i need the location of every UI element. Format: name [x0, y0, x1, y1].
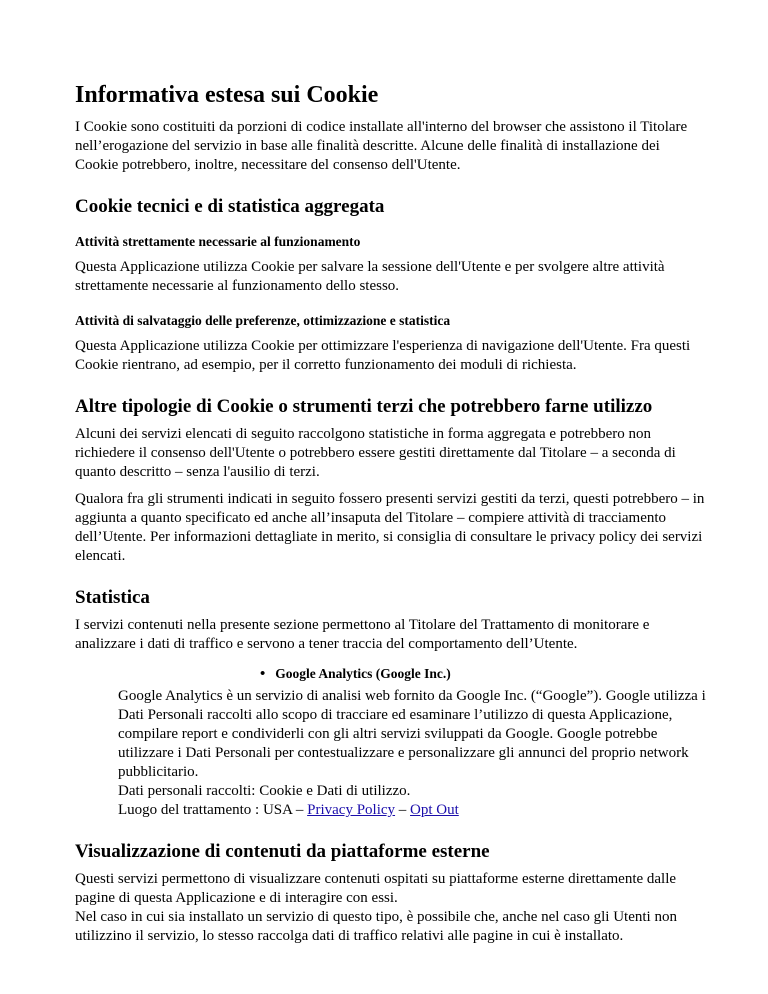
- section-heading-statistica: Statistica: [75, 587, 150, 608]
- privacy-policy-link[interactable]: Privacy Policy: [307, 802, 396, 818]
- paragraph-contenuti-2: Nel caso in cui sia installato un servizio di questo tipo, è possibile che, anche nel caso gli Utenti non utilizzino il servizio, lo stesso raccolga dati di traffico relativi alle pagine in cui è installato.: [75, 909, 677, 944]
- opt-out-link[interactable]: Opt Out: [410, 802, 459, 818]
- service-luogo: [118, 801, 708, 820]
- paragraph-preferenze: Questa Applicazione utilizza Cookie per ottimizzare l'esperienza di navigazione dell'Utente. Fra questi Cookie rientrano, ad esempio, per il corretto funzionamento dei moduli di richiesta.: [75, 338, 691, 373]
- service-details: [118, 687, 708, 820]
- paragraph-statistica: I servizi contenuti nella presente sezione permettono al Titolare del Trattamento di monitorare e analizzare i dati di traffico e servono a tener traccia del comportamento dell’Utente.: [75, 617, 650, 652]
- intro-paragraph: I Cookie sono costituiti da porzioni di codice installate all'interno del browser che assistono il Titolare nell’erogazione del servizio in base alle finalità descritte. Alcune delle finalità di installazione dei Cookie potrebbero, inoltre, necessitare del consenso dell'Utente.: [75, 119, 688, 173]
- paragraph-necessarie: Questa Applicazione utilizza Cookie per salvare la sessione dell'Utente e per svolgere altre attività strettamente necessarie al funzionamento dello stesso.: [75, 259, 665, 294]
- list-item: [260, 664, 705, 684]
- paragraph-terzi-2: Qualora fra gli strumenti indicati in seguito fossero presenti servizi gestiti da terzi, questi potrebbero – in aggiunta a quanto specificato ed anche all’insaputa del Titolare – compiere attività di tracciamento dell’Utente. Per informazioni dettagliate in merito, si consiglia di consultare le privacy policy dei servizi elencati.: [75, 491, 705, 564]
- service-description: Google Analytics è un servizio di analisi web fornito da Google Inc. (“Google”). Google utilizza i Dati Personali raccolti allo scopo di tracciare ed esaminare l’utilizzo di questa Applicazione, compilare report e condividerli con gli altri servizi sviluppati da Google. Google potrebbe utilizzare i Dati Personali per contestualizzare e personalizzare gli annunci del proprio network pubblicitario.: [118, 688, 706, 780]
- section-heading-terzi: Altre tipologie di Cookie o strumenti terzi che potrebbero farne utilizzo: [75, 396, 653, 417]
- service-name: Google Analytics (Google Inc.): [275, 666, 451, 681]
- service-dati-raccolti: Dati personali raccolti: Cookie e Dati di utilizzo.: [118, 783, 411, 799]
- page-title: Informativa estesa sui Cookie: [75, 82, 379, 108]
- subheading-necessarie: Attività strettamente necessarie al funzionamento: [75, 234, 361, 249]
- paragraph-terzi-1: Alcuni dei servizi elencati di seguito raccolgono statistiche in forma aggregata e potrebbero non richiedere il consenso dell'Utente o potrebbero essere gestiti direttamente dal Titolare – a seconda di quanto descritto – senza l'ausilio di terzi.: [75, 426, 676, 480]
- subheading-preferenze: Attività di salvataggio delle preferenze, ottimizzazione e statistica: [75, 313, 451, 328]
- bullet-icon: •: [260, 666, 266, 682]
- service-list: [75, 664, 705, 820]
- section-heading-contenuti: Visualizzazione di contenuti da piattaforme esterne: [75, 841, 490, 862]
- section-heading-tecnici: Cookie tecnici e di statistica aggregata: [75, 196, 385, 217]
- link-separator: –: [395, 802, 411, 818]
- luogo-label: Luogo del trattamento : USA –: [118, 802, 308, 818]
- document-content: [75, 80, 705, 946]
- paragraph-contenuti-1: Questi servizi permettono di visualizzare contenuti ospitati su piattaforme esterne direttamente dalle pagine di questa Applicazione e di interagire con essi.: [75, 871, 677, 906]
